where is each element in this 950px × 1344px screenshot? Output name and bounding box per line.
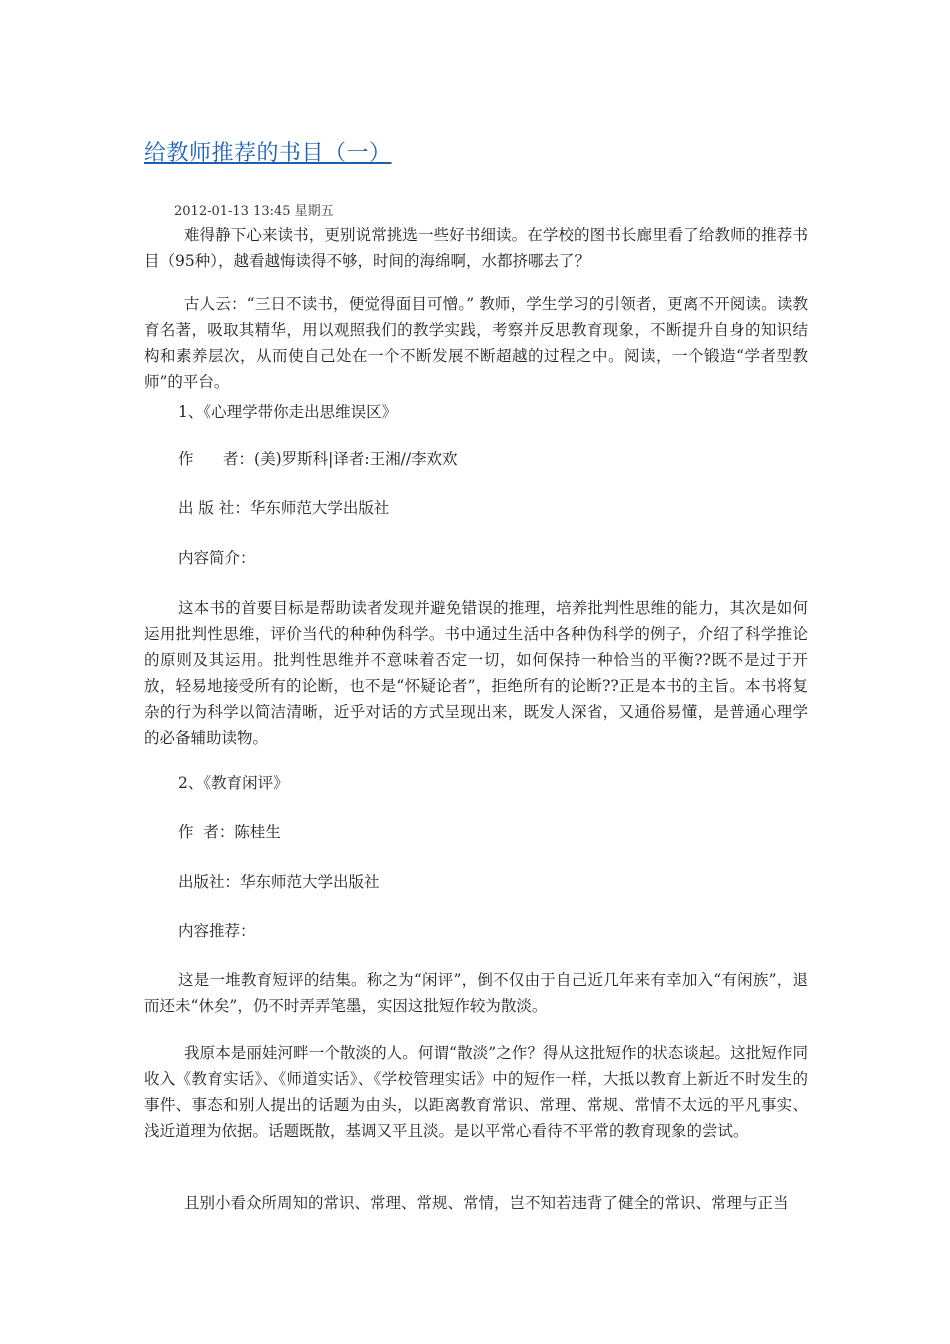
book1-intro-label: 内容简介： <box>178 549 256 567</box>
book2-author: 作 者：陈桂生 <box>178 823 281 841</box>
book1-publisher: 出 版 社：华东师范大学出版社 <box>178 499 390 517</box>
book2-heading: 2、《教育闲评》 <box>178 774 289 792</box>
book2-intro-label: 内容推荐： <box>178 922 256 940</box>
intro-paragraph-1: 难得静下心来读书，更别说常挑选一些好书细读。在学校的图书长廊里看了给教师的推荐书目（95种），越看越悔读得不够，时间的海绵啊，水都挤哪去了？ <box>144 226 808 270</box>
intro-paragraph-2: 古人云：“三日不读书，便觉得面目可憎。” 教师，学生学习的引领者，更离不开阅读。读教育名著，吸取其精华，用以观照我们的教学实践，考察并反思教育现象，不断提升自身的知识结构和素养层次，从而使自己处在一个不断发展不断超越的过程之中。阅读，一个锻造“学者型教师”的平台。 <box>144 295 808 391</box>
post-date: 2012-01-13 13:45 星期五 <box>174 204 334 219</box>
book2-paragraph-3: 且别小看众所周知的常识、常理、常规、常情，岂不知若违背了健全的常识、常理与正当 <box>184 1194 789 1212</box>
book1-author: 作 者：(美)罗斯科|译者:王湘//李欢欢 <box>178 450 458 468</box>
book2-publisher: 出版社：华东师范大学出版社 <box>178 873 380 891</box>
book1-intro: 这本书的首要目标是帮助读者发现并避免错误的推理，培养批判性思维的能力，其次是如何运用批判性思维，评价当代的种种伪科学。书中通过生活中各种伪科学的例子，介绍了科学推论的原则及其运用。批判性思维并不意味着否定一切，如何保持一种恰当的平衡??既不是过于开放，轻易地接受所有的论断，也不是“怀疑论者”，拒绝所有的论断??正是本书的主旨。本书将复杂的行为科学以简洁清晰，近乎对话的方式呈现出来，既发人深省，又通俗易懂，是普通心理学的必备辅助读物。 <box>144 599 808 747</box>
book2-paragraph-1: 这是一堆教育短评的结集。称之为“闲评”，倒不仅由于自己近几年来有幸加入“有闲族”，退而还未“休矣”，仍不时弄弄笔墨，实因这批短作较为散淡。 <box>144 971 808 1015</box>
article-title-link[interactable]: 给教师推荐的书目（一） <box>144 141 392 166</box>
book2-paragraph-2: 我原本是丽娃河畔一个散淡的人。何谓“散淡”之作？得从这批短作的状态谈起。这批短作同收入《教育实话》、《师道实话》、《学校管理实话》中的短作一样，大抵以教育上新近不时发生的事件、事态和别人提出的话题为由头，以距离教育常识、常理、常规、常情不太远的平凡事实、浅近道理为依据。话题既散，基调又平且淡。是以平常心看待不平常的教育现象的尝试。 <box>144 1044 808 1140</box>
book1-heading: 1、《心理学带你走出思维误区》 <box>178 403 398 421</box>
